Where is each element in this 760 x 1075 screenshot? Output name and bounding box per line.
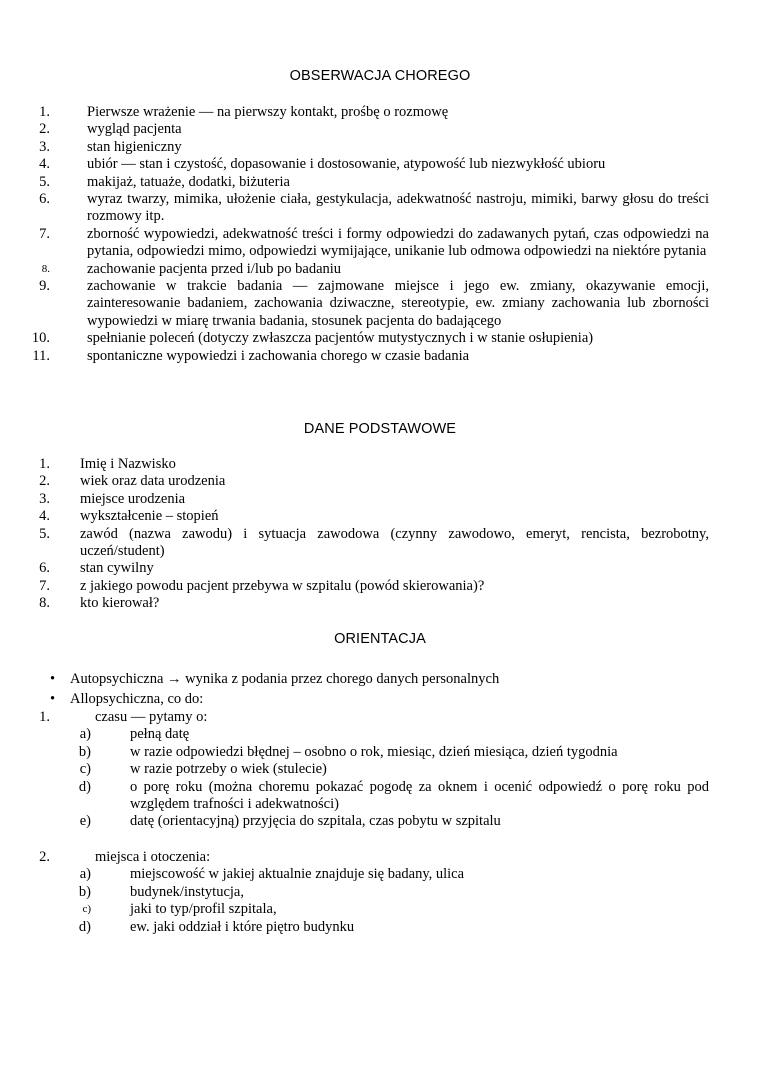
list-item — [0, 726, 760, 743]
list-item-text: pełną datę — [130, 726, 190, 743]
list-item-text: budynek/instytucja, — [130, 883, 244, 900]
group-header — [0, 709, 760, 726]
list-item — [0, 919, 760, 936]
list-item-letter: a) — [79, 866, 91, 883]
bullet-icon: • — [50, 671, 56, 687]
list-item-text: makijaż, tatuaże, dodatki, biżuteria — [87, 173, 290, 190]
bullet-icon: • — [50, 691, 56, 707]
list-item — [0, 779, 760, 814]
list-item-letter: c) — [82, 903, 91, 916]
bullet-text: Autopsychiczna → wynika z podania przez chorego danych personalnych — [70, 671, 500, 687]
list-item — [0, 491, 760, 508]
list-item-number: 4. — [39, 156, 50, 173]
list-item-text: zawód (nazwa zawodu) i sytuacja zawodowa (czynny zawodowo, emeryt, rencista, bezrobotny, uczeń/student) — [80, 525, 709, 560]
orientacja-group-time — [0, 709, 760, 831]
bullet-item — [0, 689, 760, 709]
list-item-text: jaki to typ/profil szpitala, — [130, 901, 277, 918]
list-item-number: 3. — [39, 490, 50, 507]
list-item-text: stan cywilny — [80, 560, 154, 577]
list-item-text: ubiór — stan i czystość, dopasowanie i dostosowanie, atypowość lub niezwykłość ubioru — [87, 156, 606, 173]
list-item — [0, 744, 760, 761]
group-number: 1. — [39, 709, 50, 725]
group-items — [0, 866, 760, 936]
list-item — [0, 104, 760, 121]
list-item-letter: d) — [78, 778, 91, 795]
list-item-number: 1. — [39, 456, 50, 472]
list-item-number: 3. — [39, 138, 50, 155]
list-item-number: 6. — [39, 191, 50, 208]
orientacja-bullets — [0, 669, 760, 709]
list-item-number: 2. — [39, 121, 50, 138]
list-item — [0, 226, 760, 261]
list-item-number: 5. — [39, 525, 50, 542]
group-number: 2. — [39, 849, 50, 865]
list-item-letter: c) — [79, 761, 91, 778]
list-item — [0, 348, 760, 365]
list-item-text: w razie potrzeby o wiek (stulecie) — [130, 761, 327, 778]
list-item-number: 6. — [39, 560, 50, 577]
list-item-number: 7. — [39, 225, 50, 242]
list-item — [0, 121, 760, 138]
list-item — [0, 508, 760, 525]
list-item — [0, 139, 760, 156]
list-item-text: Imię i Nazwisko — [80, 456, 176, 472]
list-item-text: zachowanie w trakcie badania — zajmowane miejsce i jego ew. zmiany, okazywanie emocji, zainteresowanie badaniem, zachowania dziwaczne, stereotypie, ew. zmiany zachowania lub zborności wypowiedzi w miarę trwania badania, stosunek pacjenta do badającego — [87, 278, 709, 329]
list-item — [0, 174, 760, 191]
list-item-text: wygląd pacjenta — [87, 121, 182, 138]
list-item-text: zborność wypowiedzi, adekwatność treści i formy odpowiedzi do zadawanych pytań, czas odpowiedzi na pytania, odpowiedzi mimo, odpowiedzi wymijające, unikanie lub odmowa odpowiedzi na niektóre pytania — [87, 225, 709, 260]
group-items — [0, 726, 760, 830]
list-item — [0, 156, 760, 173]
section-title-obserwacja: OBSERWACJA CHOREGO — [289, 68, 471, 84]
list-item — [0, 578, 760, 595]
list-item-text: wiek oraz data urodzenia — [80, 473, 226, 490]
list-item — [0, 330, 760, 347]
dane-list — [0, 456, 760, 613]
list-item — [0, 473, 760, 490]
list-item-number: 5. — [39, 173, 50, 190]
list-item-letter: e) — [79, 813, 91, 830]
list-item — [0, 191, 760, 226]
list-item — [0, 813, 760, 830]
list-item — [0, 761, 760, 778]
list-item-text: miejsce urodzenia — [80, 490, 186, 507]
list-item — [0, 526, 760, 561]
list-item-number: 1. — [39, 104, 50, 120]
bullet-text: Allopsychiczna, co do: — [70, 691, 204, 707]
list-item — [0, 884, 760, 901]
list-item-text: wykształcenie – stopień — [80, 508, 219, 525]
list-item-text: wyraz twarzy, mimika, ułożenie ciała, gestykulacja, adekwatność nastroju, mimiki, barwy głosu do treści rozmowy itp. — [87, 191, 709, 225]
list-item-text: miejscowość w jakiej aktualnie znajduje się badany, ulica — [130, 866, 465, 883]
list-item-text: zachowanie pacjenta przed i/lub po badaniu — [87, 260, 342, 277]
section-title-orientacja: ORIENTACJA — [334, 631, 426, 647]
list-item-text: stan higieniczny — [87, 138, 182, 155]
list-item-number: 8. — [39, 595, 50, 612]
list-item — [0, 901, 760, 918]
list-item-text: kto kierował? — [80, 595, 160, 612]
list-item-text: datę (orientacyjną) przyjęcia do szpitala, czas pobytu w szpitalu — [130, 813, 501, 830]
list-item-letter: b) — [78, 743, 91, 760]
list-item-letter: d) — [78, 918, 91, 935]
list-item-text: o porę roku (można choremu pokazać pogodę za oknem i ocenić odpowiedź o porę roku pod względem trafności i adekwatności) — [130, 778, 709, 813]
list-item-number: 11. — [32, 347, 50, 364]
section-title-dane: DANE PODSTAWOWE — [303, 421, 457, 437]
list-item-letter: a) — [79, 726, 91, 743]
list-item — [0, 866, 760, 883]
list-item — [0, 595, 760, 612]
list-item — [0, 456, 760, 473]
list-item-number: 9. — [39, 278, 50, 295]
group-label: czasu — pytamy o: — [95, 709, 208, 725]
list-item-text: z jakiego powodu pacjent przebywa w szpitalu (powód skierowania)? — [80, 577, 485, 594]
list-item-text: w razie odpowiedzi błędnej – osobno o rok, miesiąc, dzień miesiąca, dzień tygodnia — [130, 743, 618, 760]
list-item-number: 7. — [39, 577, 50, 594]
list-item — [0, 261, 760, 278]
bullet-item — [0, 669, 760, 689]
group-header — [0, 849, 760, 866]
list-item-text: spontaniczne wypowiedzi i zachowania chorego w czasie badania — [87, 347, 470, 364]
list-item-text: ew. jaki oddział i które piętro budynku — [130, 918, 355, 935]
list-item-number: 4. — [39, 508, 50, 525]
list-item-text: spełnianie poleceń (dotyczy zwłaszcza pacjentów mutystycznych i w stanie osłupienia) — [87, 330, 594, 347]
list-item — [0, 560, 760, 577]
list-item-letter: b) — [78, 883, 91, 900]
list-item-number: 10. — [31, 330, 50, 347]
orientacja-group-place — [0, 849, 760, 936]
list-item-number: 8. — [41, 262, 50, 275]
group-label: miejsca i otoczenia: — [95, 849, 211, 865]
list-item-number: 2. — [39, 473, 50, 490]
list-item — [0, 278, 760, 330]
list-item-text: Pierwsze wrażenie — na pierwszy kontakt, prośbę o rozmowę — [87, 104, 449, 120]
obserwacja-list — [0, 104, 760, 365]
